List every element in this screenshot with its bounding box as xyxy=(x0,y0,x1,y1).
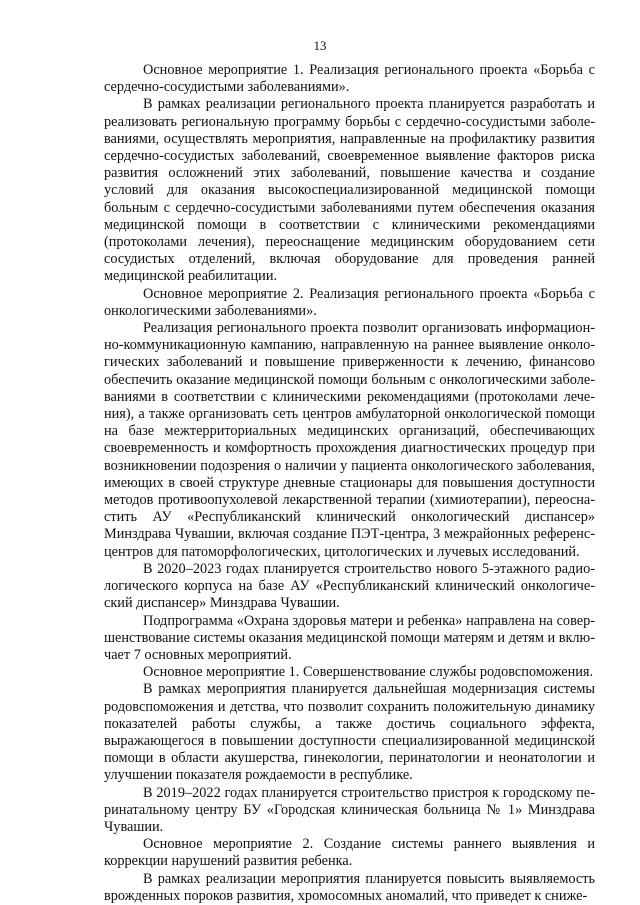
paragraph-oncology-measure-body: Реализация регионального проекта позволит организовать информационно-коммуникационную кампанию, направленную на раннее выявление онкологических заболеваний и повышение приверженности к лечению, финансово обеспечить оказание медицинской помощи больным с онкологическими заболеваниями в соответствии с клиническими рекомендациями (протоколами лечения), а также организовать сеть центров амбулаторной онкологической помощи на базе межтерриториальных медицинских организаций, обеспечивающих своевременность и комфортность прохождения диагностических процедур при возникновении подозрения о наличии у пациента онкологического заболевания, имеющих в своей структуре дневные стационары для повышения доступности методов противоопухолевой лекарственной терапии (химиотерапии), переоснастить АУ «Республиканский клинический онкологический диспансер» Минздрава Чувашии, включая создание ПЭТ-центра, 3 межрайонных референс-центров для патоморфологических, цитологических и лучевых исследований. xyxy=(104,320,595,560)
paragraph-obstetric-measure-body: В рамках мероприятия планируется дальнейшая модернизация системы родовспоможения и детства, что позволит сохранить положительную динамику показателей работы службы, а также достичь социального эффекта, выражающегося в повышении доступности специализированной медицинской помощи в области акушерства, гинекологии, перинатологии и неонатологии и улучшении показателя рождаемости в республике. xyxy=(104,681,595,784)
paragraph-radiology-building: В 2020–2023 годах планируется строительство нового 5-этажного радиологического корпуса на базе АУ «Республиканский клинический онкологический диспансер» Минздрава Чувашии. xyxy=(104,560,595,612)
paragraph-cardio-measure-title: Основное мероприятие 1. Реализация регионального проекта «Борьба с сердечно-сосудистыми заболеваниями». xyxy=(104,62,595,96)
paragraph-cardio-measure-body: В рамках реализации регионального проекта планируется разработать и реализовать региональную программу борьбы с сердечно-сосудистыми заболеваниями, осуществлять мероприятия, направленные на профилактику развития сердечно-сосудистых заболеваний, своевременное выявление факторов риска развития осложнений этих заболеваний, повышение качества и создание условий для оказания высокоспециализированной медицинской помощи больным с сердечно-сосудистыми заболеваниями путем обеспечения оказания медицинской помощи в соответствии с клиническими рекомендациями (протоколами лечения), переоснащение медицинским оборудованием сети сосудистых отделений, включая оборудование для проведения ранней медицинской реабилитации. xyxy=(104,96,595,285)
paragraph-early-detection-title: Основное мероприятие 2. Создание системы раннего выявления и коррекции нарушений развития ребенка. xyxy=(104,836,595,870)
paragraph-oncology-measure-title: Основное мероприятие 2. Реализация регионального проекта «Борьба с онкологическими заболеваниями». xyxy=(104,285,595,319)
document-body xyxy=(104,62,595,905)
paragraph-maternal-subprogram: Подпрограмма «Охрана здоровья матери и ребенка» направлена на совершенствование системы оказания медицинской помощи матерям и детям и включает 7 основных мероприятий. xyxy=(104,612,595,663)
paragraph-obstetric-measure-title: Основное мероприятие 1. Совершенствование службы родовспоможения. xyxy=(143,664,594,681)
paragraph-perinatal-center: В 2019–2022 годах планируется строительство пристроя к городскому перинатальному центру БУ «Городская клиническая больница № 1» Минздрава Чувашии. xyxy=(104,784,595,835)
page-number: 13 xyxy=(313,38,327,53)
paragraph-early-detection-body: В рамках реализации мероприятия планируется повысить выявляемость врожденных пороков развития, хромосомных аномалий, что приведет к сниже- xyxy=(104,870,595,904)
